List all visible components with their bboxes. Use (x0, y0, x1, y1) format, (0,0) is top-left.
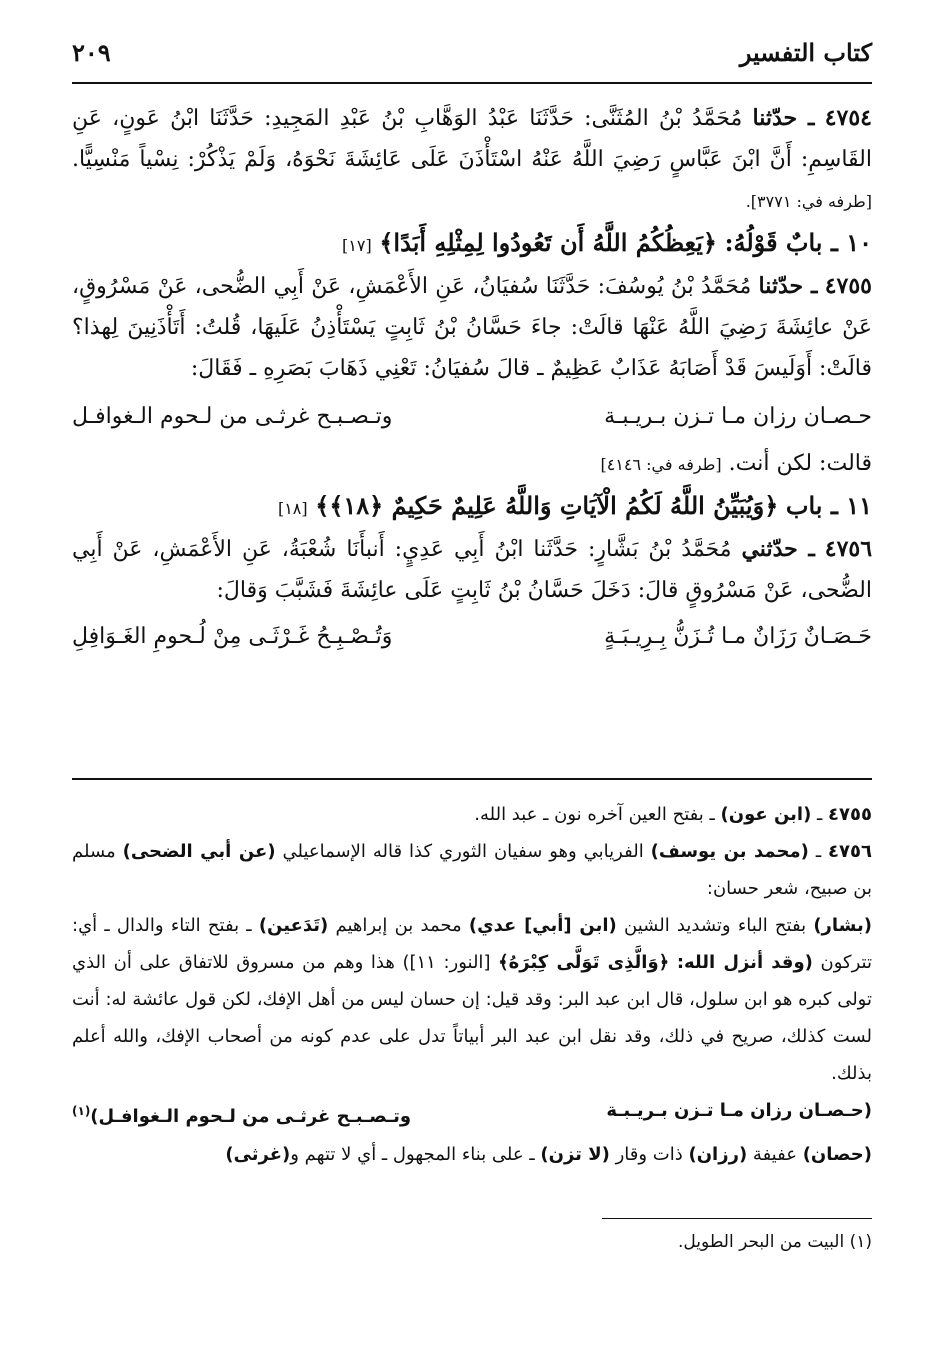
note-term: (رزان) (688, 1144, 748, 1165)
footnote-marker: (١) (72, 1104, 91, 1118)
note-text: ـ بفتح العين آخره نون ـ عبد الله. (474, 804, 715, 825)
page-header (72, 38, 872, 78)
note-text: الفريابي وهو سفيان الثوري كذا قاله الإسماعيلي (282, 841, 644, 862)
poem-line (72, 1092, 872, 1136)
poem-hemistich-left: وتـصـبـح غرثـى من لـحوم الـغوافـل)$^{(١)}$ (72, 1104, 412, 1127)
hadith-lead: حدّثنا (752, 105, 798, 131)
note-4756: ٤٧٥٦ ـ (محمد بن يوسف) الفريابي وهو سفيان الثوري كذا قاله الإسماعيلي (عن أبي الضحى) مسلم بن صبيح، شعر حسان: (72, 841, 872, 899)
note-text: ـ بفتح التاء والدال ـ أي: تتركون (72, 915, 872, 973)
hadith-number: ٤٧٥٥ (824, 273, 872, 299)
note-term: (ابن عون) (720, 804, 812, 825)
chapter-heading: ١٠ ـ بابٌ قَوْلُهُ: (724, 228, 872, 257)
commentary (72, 796, 872, 1173)
header-rule (72, 82, 872, 84)
hadith-text-end: قالت: لكن أنت. (728, 451, 872, 476)
note-text: ذات وقار (615, 1144, 683, 1165)
poem-hemistich-right: (حـصـان رزان مـا تـزن بـريـبـة (606, 1100, 872, 1121)
note-term: (عن أبي الضحى) (122, 841, 276, 862)
cross-reference: [طرفه في: ٣٧٧١]. (745, 192, 872, 211)
verse-reference: [١٧] (342, 236, 372, 255)
chapter-11 (72, 485, 872, 529)
note-term: (تَدَعين) (258, 915, 329, 936)
quran-verse: ﴿وَيُبَيِّنُ اللَّهُ لَكُمُ الْآيَاتِ وَاللَّهُ عَلِيمٌ حَكِيمٌ ﴿١٨﴾﴾ (315, 491, 779, 520)
note-text: مسلم بن صبيح، شعر حسان: (72, 841, 872, 899)
hadith-text: مُحَمَّدُ بْنُ يُوسُفَ: حَدَّثَنَا سُفيَانُ، عَنِ الأَعْمَشِ، عَنْ أَبِي الضُّحى، عَنْ مَسْرُوقٍ، عَنْ عائِشَةَ رَضِيَ اللَّهُ عَنْهَا قالَتْ: جاءَ حَسَّانُ بْنُ ثَابِتٍ يَسْتَأْذِنُ عَلَيهَا، قُلتُ: أَتَأْذَنِينَ لِهذا؟ قالَتْ: أَوَلَيسَ قَدْ أَصَابَهُ عَذَابٌ عَظِيمٌ ـ قالَ سُفيَانُ: تَعْنِي ذَهَابَ بَصَرِهِ ـ فَقَالَ: (72, 274, 872, 381)
footnote-text: البيت من البحر الطويل. (678, 1232, 845, 1252)
hadith-4755-end (72, 443, 872, 485)
page-number: ٢٠٩ (72, 38, 111, 67)
commentary-separator (72, 778, 872, 780)
poem-hemistich-left: وتـصـبـح غرثـى من لـحوم الـغوافـل (72, 404, 393, 429)
main-text (72, 98, 872, 659)
hadith-4754: ٤٧٥٤ ـ حدّثنا مُحَمَّدُ بْنُ المُثَنَّى: حَدَّثَنَا عَبْدُ الوَهَّابِ بْنُ عَبْدِ المَجِيدِ: حَدَّثَنَا ابْنُ عَونٍ، عَنِ القَاسِمِ: أَنَّ ابْنَ عَبَّاسٍ رَضِيَ اللَّهُ عَنْهُ اسْتَأْذَنَ عَلَى عَائِشَةَ نَحْوَهُ، وَلَمْ يَذْكُرْ: نِسْياً مَنْسِيًّا. [طرفه في: ٣٧٧١]. (72, 105, 872, 211)
note-term: (ابن [أبي] عدي) (468, 915, 617, 936)
hadith-number: ٤٧٥٦ (824, 536, 873, 562)
note-hasan (72, 1136, 872, 1173)
note-text: ـ على بناء المجهول ـ أي لا تتهم و (290, 1144, 535, 1165)
footnote-mark: (١) (849, 1232, 872, 1252)
note-number: ٤٧٥٥ (828, 804, 872, 825)
hadith-text: مُحَمَّدُ بْنُ بَشَّارٍ: حَدَّثَنا ابْنُ أَبِي عَدِيٍ: أَنبأَنَا شُعْبَةُ، عَنِ الأَعْمَشِ، عَنْ أَبِي الضُّحى، عَنْ مَسْرُوقٍ قالَ: دَخَلَ حَسَّانُ بْنُ ثَابِتٍ عَلَى عائِشَةَ فَشَبَّبَ وَقالَ: (72, 537, 872, 603)
chapter-heading: ١١ ـ باب (785, 491, 872, 520)
note-4755: ٤٧٥٥ ـ (ابن عون) ـ بفتح العين آخره نون ـ عبد الله. (474, 804, 872, 825)
note-text: [النور: ١١]) هذا وهم من مسروق للاتفاق على أن الذي تولى كبره هو ابن سلول، قال ابن عبد البر: وقد قيل: إن حسان ليس من أهل الإفك، لكن قول عائشة له: أنت لست كذلك، صريح في ذلك، وقد نقل ابن عبد البر أبياتاً تدل على عدم كونه من أصحاب الإفك، والله أعلم بذلك. (72, 952, 872, 1084)
poem-hemistich-right: حـصـان رزان مـا تـزن بـريـبـة (604, 404, 872, 429)
poem-line (72, 615, 872, 659)
hadith-number: ٤٧٥٤ (824, 105, 872, 131)
note-number: ٤٧٥٦ (828, 841, 872, 862)
note-term: (لا تزن) (540, 1144, 610, 1165)
hadith-4755: ٤٧٥٥ ـ حدّثنا مُحَمَّدُ بْنُ يُوسُفَ: حَدَّثَنَا سُفيَانُ، عَنِ الأَعْمَشِ، عَنْ أَبِي الضُّحى، عَنْ مَسْرُوقٍ، عَنْ عائِشَةَ رَضِيَ اللَّهُ عَنْهَا قالَتْ: جاءَ حَسَّانُ بْنُ ثَابِتٍ يَسْتَأْذِنُ عَلَيهَا، قُلتُ: أَتَأْذَنِينَ لِهذا؟ قالَتْ: أَوَلَيسَ قَدْ أَصَابَهُ عَذَابٌ عَظِيمٌ ـ قالَ سُفيَانُ: تَعْنِي ذَهَابَ بَصَرِهِ ـ فَقَالَ: (72, 273, 872, 381)
poem-line (72, 395, 872, 439)
hadith-4756: ٤٧٥٦ ـ حدّثني مُحَمَّدُ بْنُ بَشَّارٍ: حَدَّثَنا ابْنُ أَبِي عَدِيٍ: أَنبأَنَا شُعْبَةُ، عَنِ الأَعْمَشِ، عَنْ أَبِي الضُّحى، عَنْ مَسْرُوقٍ قالَ: دَخَلَ حَسَّانُ بْنُ ثَابِتٍ عَلَى عائِشَةَ فَشَبَّبَ وَقالَ: (72, 536, 873, 603)
footnote-rule (602, 1218, 872, 1219)
verse-reference: [١٨] (277, 499, 308, 518)
chapter-10 (72, 222, 872, 266)
quran-quote: ﴿وَالَّذِى تَوَلَّى كِبْرَهُ﴾ (498, 952, 670, 973)
poem-hemistich-right: حَـصَـانٌ رَزَانٌ مـا تُـزَنُّ بِـرِيـبَـةٍ (604, 624, 872, 649)
footnote (678, 1232, 872, 1252)
hadith-text: مُحَمَّدُ بْنُ المُثَنَّى: حَدَّثَنَا عَبْدُ الوَهَّابِ بْنُ عَبْدِ المَجِيدِ: حَدَّثَنَا ابْنُ عَونٍ، عَنِ القَاسِمِ: أَنَّ ابْنَ عَبَّاسٍ رَضِيَ اللَّهُ عَنْهُ اسْتَأْذَنَ عَلَى عَائِشَةَ نَحْوَهُ، وَلَمْ يَذْكُرْ: نِسْياً مَنْسِيًّا. (72, 106, 872, 172)
note-text: محمد بن إبراهيم (335, 915, 462, 936)
note-term: (غرثى) (225, 1144, 291, 1165)
hadith-lead: حدّثني (741, 536, 798, 562)
hadith-lead: حدّثنا (758, 273, 804, 299)
note-text: عفيفة (752, 1144, 797, 1165)
quran-verse: ﴿يَعِظُكُمُ اللَّهُ أَن تَعُودُوا لِمِثْلِهِ أَبَدًا﴾ (379, 228, 717, 257)
cross-reference: [طرفه في: ٤١٤٦] (600, 455, 722, 474)
note-term: (وقد أنزل الله: (676, 952, 813, 973)
poem-hemistich-left: وَتُـصْـبِـحُ غَـرْثَـى مِنْ لُـحومِ الغَـوَافِلِ (72, 624, 393, 649)
book-title: كتاب التفسير (739, 38, 872, 67)
note-term: (محمد بن يوسف) (650, 841, 809, 862)
note-text: بفتح الباء وتشديد الشين (624, 915, 807, 936)
note-term: (حصان) (802, 1144, 872, 1165)
note-term: (بشار) (813, 915, 872, 936)
note-bashar (72, 907, 872, 1092)
